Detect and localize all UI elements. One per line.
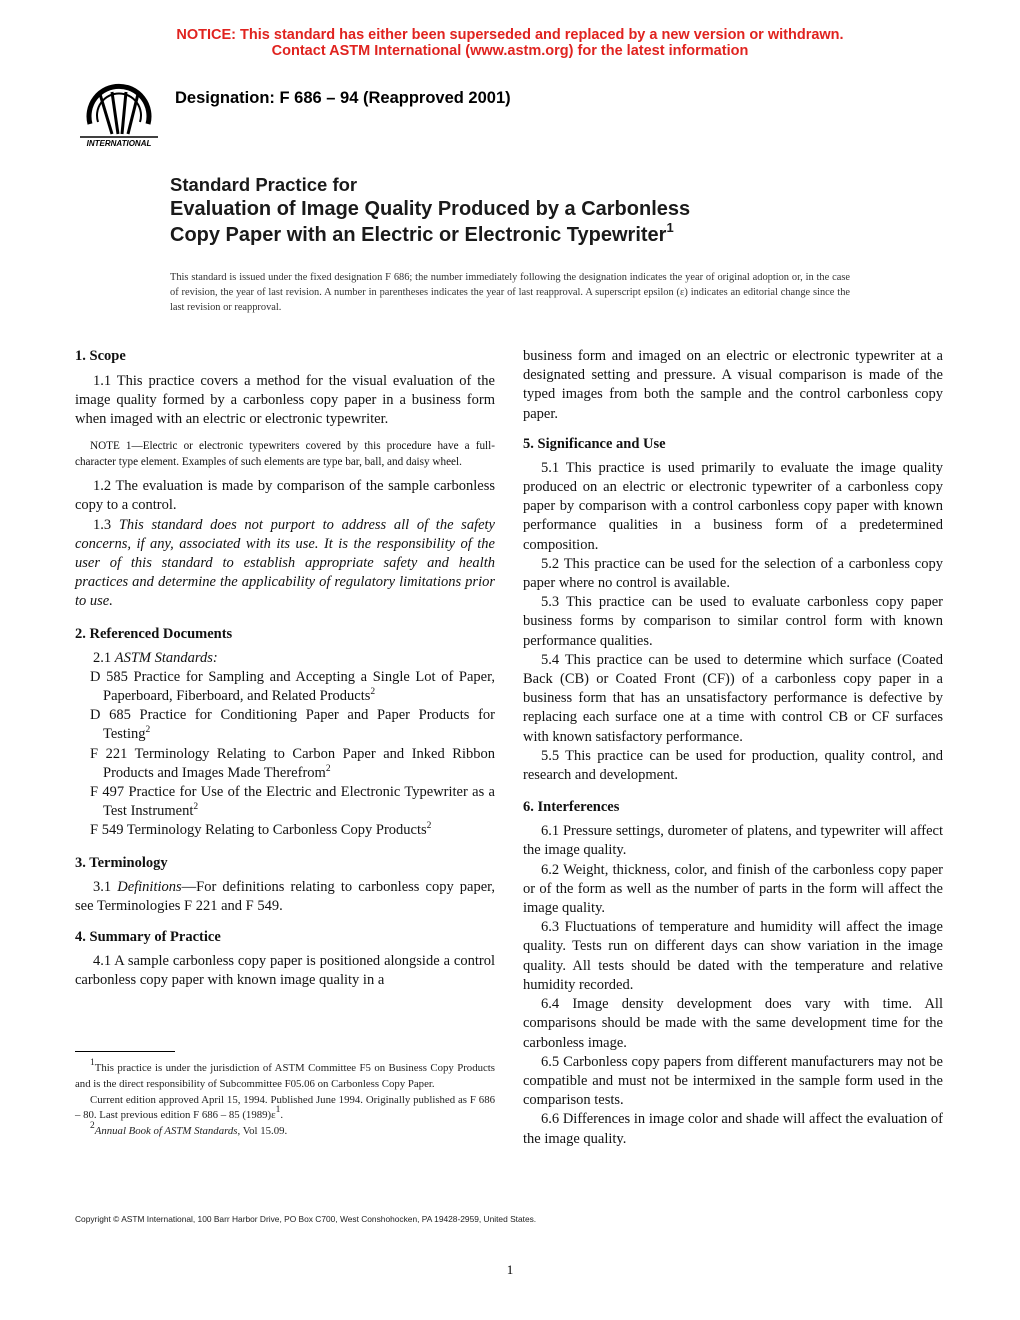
- footnote-1-edition-text: Current edition approved April 15, 1994. Published June 1994. Originally published as F 686 – 80. Last previous edition F 686 – 85 (1989)ε: [75, 1093, 495, 1122]
- right-column: [523, 347, 943, 1149]
- footnote-1: [75, 1058, 495, 1093]
- paragraph-2-1-label: ASTM Standards:: [114, 649, 218, 666]
- notice-line-1: NOTICE: This standard has either been superseded and replaced by a new version or withdrawn.: [176, 27, 844, 43]
- ref-f549: [75, 821, 495, 840]
- footnote-2-text: , Vol 15.09.: [237, 1125, 288, 1138]
- paragraph-1-3-number: 1.3: [93, 516, 119, 533]
- paragraph-4-1-continued: business form and imaged on an electric or electronic typewriter at a designated setting and pressure. A visual comparison is made of the typed images from both the sample and the control carbonless copy paper.: [523, 348, 943, 422]
- ref-d585-sup: 2: [370, 687, 376, 698]
- title-prefix: Standard Practice for: [170, 174, 358, 195]
- designation: Designation: F 686 – 94 (Reapproved 2001): [175, 89, 511, 107]
- ref-d585-text: D 585 Practice for Sampling and Accepting a Single Lot of Paper, Paperboard, Fiberboard, and Related Products: [90, 668, 495, 705]
- footnote-1-edition-sup: 1: [275, 1105, 281, 1116]
- section-heading-summary: 4. Summary of Practice: [75, 929, 221, 946]
- document-title: [170, 174, 960, 248]
- title-line-2-text: Copy Paper with an Electric or Electronic Typewriter: [170, 224, 667, 246]
- ref-d685-text: D 685 Practice for Conditioning Paper and Paper Products for Testing: [90, 707, 495, 743]
- ref-d585: [75, 668, 495, 706]
- astm-logo: [76, 74, 162, 150]
- title-line-2: [170, 222, 960, 248]
- ref-d685-sup: 2: [145, 725, 151, 736]
- paragraph-6-2: 6.2 Weight, thickness, color, and finish of the carbonless copy paper or of the form as well as the number of parts in the form will affect the image quality.: [523, 861, 943, 917]
- paragraph-6-6: 6.6 Differences in image color and shade will affect the evaluation of the image quality.: [523, 1111, 943, 1147]
- ref-f497-sup: 2: [193, 802, 199, 813]
- ref-f221: [75, 745, 495, 783]
- section-heading-interferences: 6. Interferences: [523, 799, 620, 816]
- notice-line-2: Contact ASTM International (www.astm.org) for the latest information: [271, 43, 749, 59]
- footnote-2-mark: 2: [90, 1121, 95, 1132]
- paragraph-6-3: 6.3 Fluctuations of temperature and humidity will affect the image quality. Tests run on different days can show variation in the image quality. All tests should be dated with the temperature and relative humidity recorded.: [523, 919, 943, 993]
- ref-f549-sup: 2: [426, 821, 432, 832]
- copyright-line: Copyright © ASTM International, 100 Barr Harbor Drive, PO Box C700, West Conshohocken, PA 19428-2959, United States.: [75, 1214, 537, 1224]
- section-heading-referenced: 2. Referenced Documents: [75, 625, 233, 642]
- paragraph-3-1: [75, 878, 495, 916]
- paragraph-4-1-start: 4.1 A sample carbonless copy paper is positioned alongside a control carbonless copy paper with known image quality in a: [75, 953, 495, 989]
- paragraph-1-2: 1.2 The evaluation is made by comparison of the sample carbonless copy to a control.: [75, 478, 495, 514]
- astm-logo-icon: [76, 74, 162, 150]
- paragraph-5-5: 5.5 This practice can be used for production, quality control, and research and development.: [523, 747, 943, 784]
- page-number: 1: [506, 1262, 514, 1277]
- ref-f497: [75, 783, 495, 821]
- paragraph-1-3: [75, 516, 495, 612]
- ref-d685: [75, 706, 495, 744]
- paragraph-1-1: 1.1 This practice covers a method for the visual evaluation of the image quality formed by a carbonless copy paper in a business form when imaged with an electric or electronic typewriter.: [75, 373, 495, 428]
- left-column: [75, 347, 495, 990]
- paragraph-6-4: 6.4 Image density development does vary with time. All comparisons should be made with the same development time for the carbonless image.: [523, 996, 943, 1051]
- title-footnote-mark: 1: [666, 220, 674, 235]
- footnotes: [75, 1058, 495, 1140]
- logo-wordmark: INTERNATIONAL: [86, 139, 152, 148]
- ref-f497-text: F 497 Practice for Use of the Electric and Electronic Typewriter as a Test Instrument: [90, 784, 495, 820]
- note-1: NOTE 1—Electric or electronic typewriters covered by this procedure have a full-character type element. Examples of such elements are type bar, ball, and daisy wheel.: [75, 439, 495, 469]
- footnote-1-mark: 1: [90, 1058, 95, 1068]
- paragraph-5-1: 5.1 This practice is used primarily to evaluate the image quality produced on an electric or electronic typewriter of a carbonless copy paper by comparison with a control carbonless copy paper with known performance qualities in a business form of a predetermined composition.: [523, 459, 943, 553]
- ref-f549-text: F 549 Terminology Relating to Carbonless Copy Products: [90, 822, 427, 839]
- withdrawal-notice: [0, 27, 1020, 59]
- paragraph-3-1-label: Definitions: [117, 878, 182, 895]
- paragraph-6-5: 6.5 Carbonless copy papers from different manufacturers may not be compatible and must not be intermixed in the sample form used in the comparison tests.: [523, 1053, 943, 1109]
- section-heading-scope: 1. Scope: [75, 348, 126, 364]
- paragraph-5-3: 5.3 This practice can be used to evaluate carbonless copy paper business forms by comparison to similar control form with known performance qualities.: [523, 594, 943, 649]
- ref-f221-sup: 2: [325, 763, 331, 774]
- ref-f221-text: F 221 Terminology Relating to Carbon Paper and Inked Ribbon Products and Images Made Therefrom: [90, 745, 495, 781]
- title-line-1: Evaluation of Image Quality Produced by a Carbonless: [170, 198, 691, 220]
- footnote-1-edition-end: .: [280, 1109, 284, 1122]
- footnote-2-italic: Annual Book of ASTM Standards: [94, 1125, 238, 1138]
- section-heading-significance: 5. Significance and Use: [523, 435, 666, 452]
- paragraph-6-1: 6.1 Pressure settings, durometer of platens, and typewriter will affect the image quality.: [523, 823, 943, 859]
- issuance-note: This standard is issued under the fixed designation F 686; the number immediately following the designation indicates the year of original adoption or, in the case of revision, the year of last revision. A number in parentheses indicates the year of last reapproval. A superscript epsilon (ε) indicates an editorial change since the last revision or reapproval.: [170, 272, 850, 313]
- paragraph-3-1-number: 3.1: [93, 878, 118, 895]
- paragraph-2-1: [75, 649, 495, 668]
- paragraph-1-3-text: This standard does not purport to address all of the safety concerns, if any, associated with its use. It is the responsibility of the user of this standard to establish appropriate safety and health practices and determine the applicability of regulatory limitations prior to use.: [75, 516, 495, 610]
- paragraph-2-1-number: 2.1: [93, 649, 115, 666]
- footnote-1-edition: [75, 1093, 495, 1125]
- paragraph-5-4: 5.4 This practice can be used to determine which surface (Coated Back (CB) or Coated Front (CF)) of a carbonless copy paper in a business form that has an unsatisfactory performance is defective by replacing each surface one at a time with control CB or CF surfaces with known satisfactory performance.: [523, 651, 943, 745]
- paragraph-3-1-text: —For definitions relating to carbonless copy paper, see Terminologies F 221 and F 549.: [75, 878, 496, 914]
- section-heading-terminology: 3. Terminology: [75, 854, 168, 871]
- footnote-divider: [75, 1051, 175, 1052]
- footnote-1-text: This practice is under the jurisdiction of ASTM Committee F5 on Business Copy Products and is the direct responsibility of Subcommittee F05.06 on Carbonless Copy Paper.: [75, 1062, 495, 1090]
- paragraph-5-2: 5.2 This practice can be used for the selection of a carbonless copy paper where no control is available.: [523, 555, 943, 592]
- footnote-2: [75, 1121, 495, 1140]
